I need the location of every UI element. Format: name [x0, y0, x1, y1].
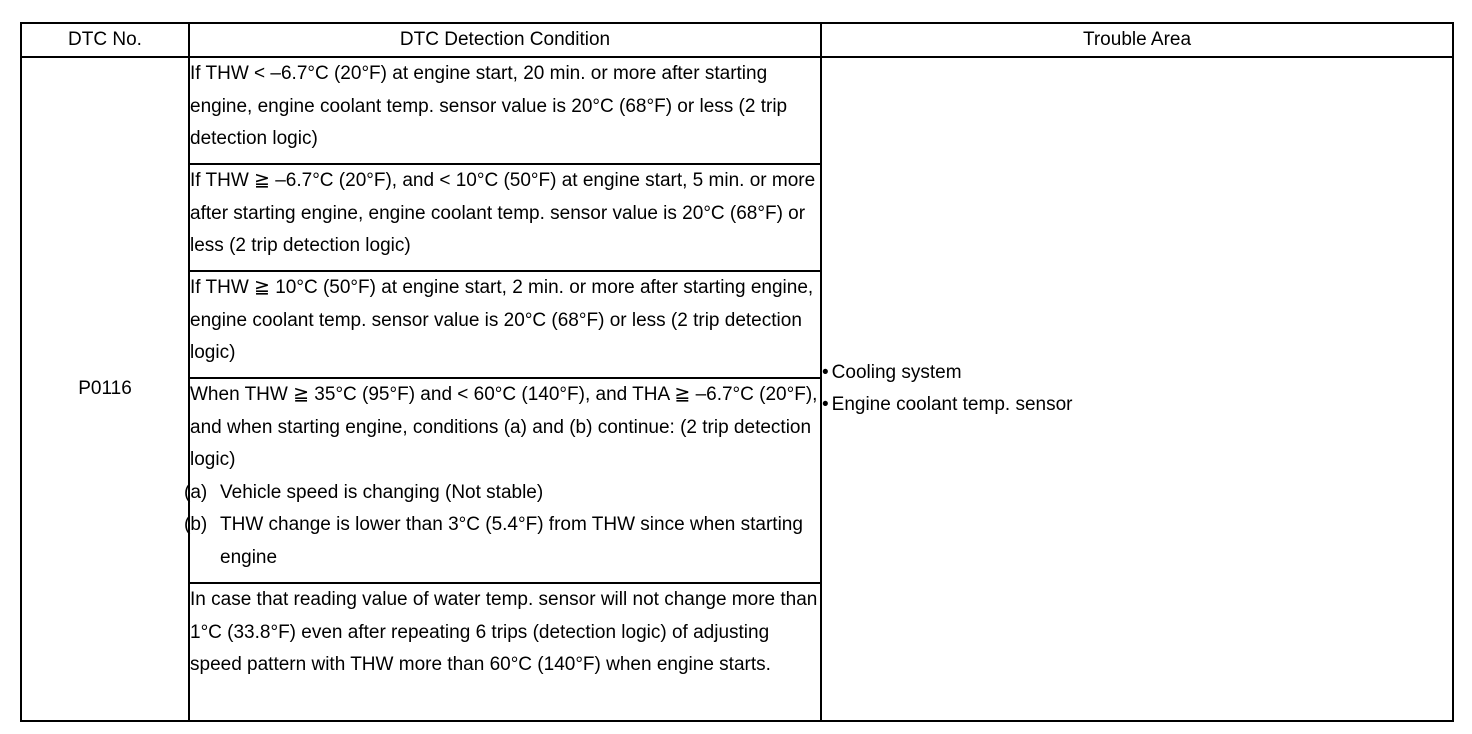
- dtc-table: [20, 22, 1454, 722]
- sub-item-label: (a): [184, 481, 208, 503]
- condition-cell-2: [189, 164, 821, 271]
- condition-text: In case that reading value of water temp. sensor will not change more than 1°C (33.8°F) even after repeating 6 trips (detection logic) of adjusting speed pattern with THW more than 60°C (140°F) when engine starts.: [190, 589, 818, 675]
- trouble-area-cell: [821, 57, 1453, 721]
- header-trouble-area: Trouble Area: [821, 23, 1453, 57]
- condition-cell-5: [189, 583, 821, 721]
- header-row: [21, 23, 1453, 57]
- sub-item-label: (b): [184, 514, 208, 535]
- sub-item-text: Vehicle speed is changing (Not stable): [220, 481, 544, 503]
- trouble-area-item: • Engine coolant temp. sensor: [822, 389, 1452, 422]
- condition-text: When THW ≧ 35°C (95°F) and < 60°C (140°F), and THA ≧ –6.7°C (20°F), and when starting engine, conditions (a) and (b) continue: (2 trip detection logic): [190, 384, 818, 470]
- condition-cell-4: [184, 378, 821, 583]
- header-dtc-no: DTC No.: [21, 23, 189, 57]
- dtc-code: P0116: [78, 377, 132, 399]
- sub-item-text: THW change is lower than 3°C (5.4°F) from THW since when starting engine: [220, 514, 803, 568]
- condition-sub-item-b: [184, 509, 820, 574]
- table-row: [21, 57, 1453, 164]
- dtc-code-cell: [21, 57, 189, 721]
- condition-sub-item-a: [184, 477, 820, 510]
- condition-text: If THW < –6.7°C (20°F) at engine start, 20 min. or more after starting engine, engine coolant temp. sensor value is 20°C (68°F) or less (2 trip detection logic): [190, 63, 788, 149]
- condition-cell-1: [189, 57, 821, 164]
- trouble-area-item: • Cooling system: [822, 357, 1452, 390]
- condition-text: If THW ≧ –6.7°C (20°F), and < 10°C (50°F) at engine start, 5 min. or more after starting engine, engine coolant temp. sensor value is 20°C (68°F) or less (2 trip detection logic): [190, 170, 816, 256]
- condition-cell-3: [189, 271, 821, 378]
- header-detection-condition: DTC Detection Condition: [189, 23, 821, 57]
- condition-text: If THW ≧ 10°C (50°F) at engine start, 2 min. or more after starting engine, engine coolant temp. sensor value is 20°C (68°F) or less (2 trip detection logic): [190, 277, 814, 363]
- trouble-area-list: [822, 357, 1452, 422]
